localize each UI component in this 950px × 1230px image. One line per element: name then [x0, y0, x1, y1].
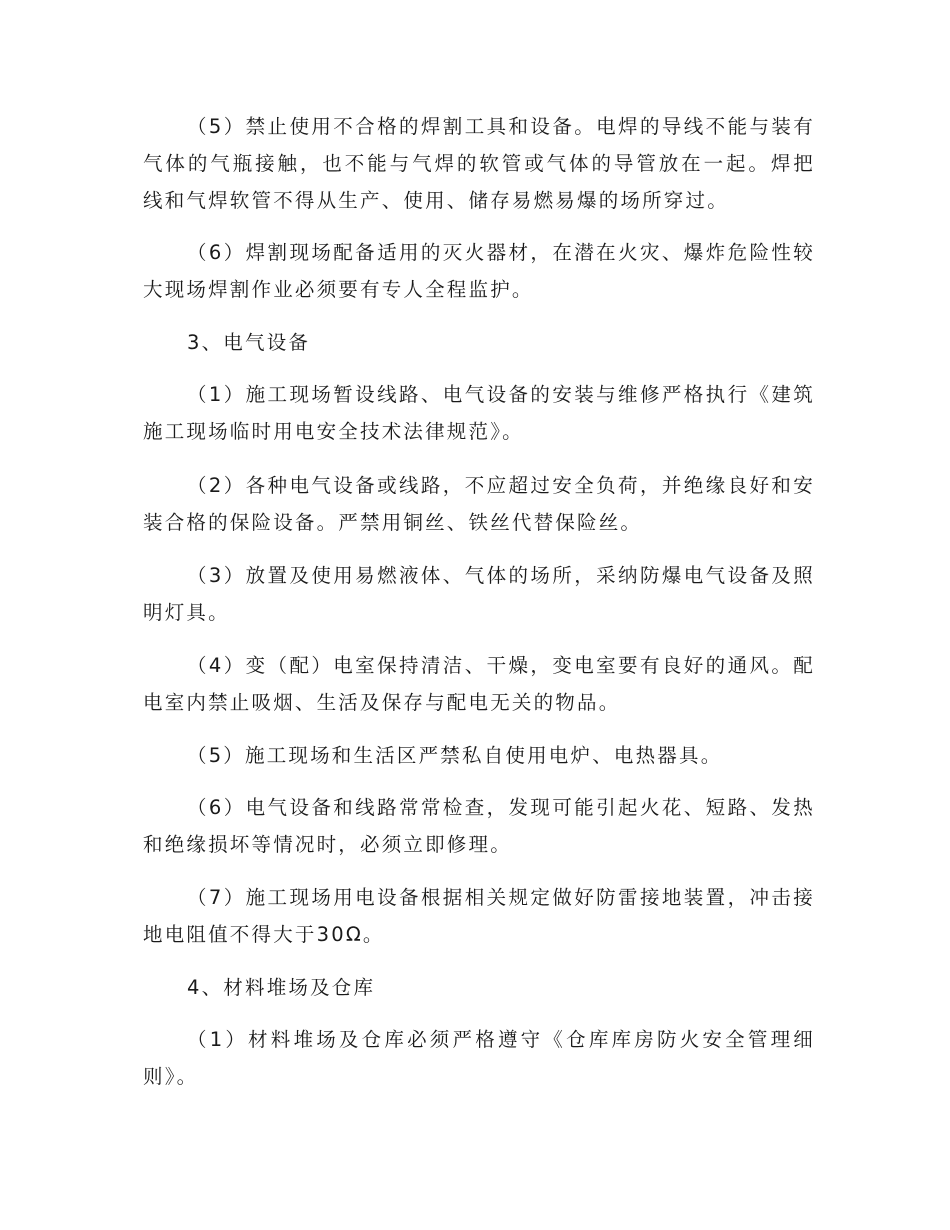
section-heading-material-storage: 4、材料堆场及仓库: [187, 976, 376, 999]
paragraph-equipment-inspection: （6）电气设备和线路常常检查，发现可能引起火花、短路、发热和绝缘损坏等情况时，必须立即修理。: [143, 796, 815, 856]
section-heading-electrical-equipment: 3、电气设备: [187, 331, 311, 354]
paragraph-electric-stoves: （5）施工现场和生活区严禁私自使用电炉、电热器具。: [187, 744, 723, 767]
paragraph-electrical-load: （2）各种电气设备或线路，不应超过安全负荷，并绝缘良好和安装合格的保险设备。严禁用铜丝、铁丝代替保险丝。: [143, 474, 815, 534]
paragraph-welding-tools: （5）禁止使用不合格的焊割工具和设备。电焊的导线不能与装有气体的气瓶接触，也不能与气焊的软管或气体的导管放在一起。焊把线和气焊软管不得从生产、使用、储存易燃易爆的场所穿过。: [143, 115, 815, 212]
paragraph-substation: （4）变（配）电室保持清洁、干燥，变电室要有良好的通风。配电室内禁止吸烟、生活及保存与配电无关的物品。: [143, 654, 815, 714]
paragraph-lightning-grounding: （7）施工现场用电设备根据相关规定做好防雷接地装置，冲击接地电阻值不得大于30Ω。: [143, 886, 815, 946]
paragraph-welding-site-extinguishers: （6）焊割现场配备适用的灭火器材，在潜在火灾、爆炸危险性较大现场焊割作业必须要有专人全程监护。: [143, 241, 815, 301]
paragraph-warehouse-rules: （1）材料堆场及仓库必须严格遵守《仓库库房防火安全管理细则》。: [143, 1028, 815, 1088]
paragraph-explosion-proof: （3）放置及使用易燃液体、气体的场所，采纳防爆电气设备及照明灯具。: [143, 564, 815, 624]
paragraph-electrical-installation: （1）施工现场暂设线路、电气设备的安装与维修严格执行《建筑施工现场临时用电安全技术法律规范》。: [143, 383, 815, 443]
